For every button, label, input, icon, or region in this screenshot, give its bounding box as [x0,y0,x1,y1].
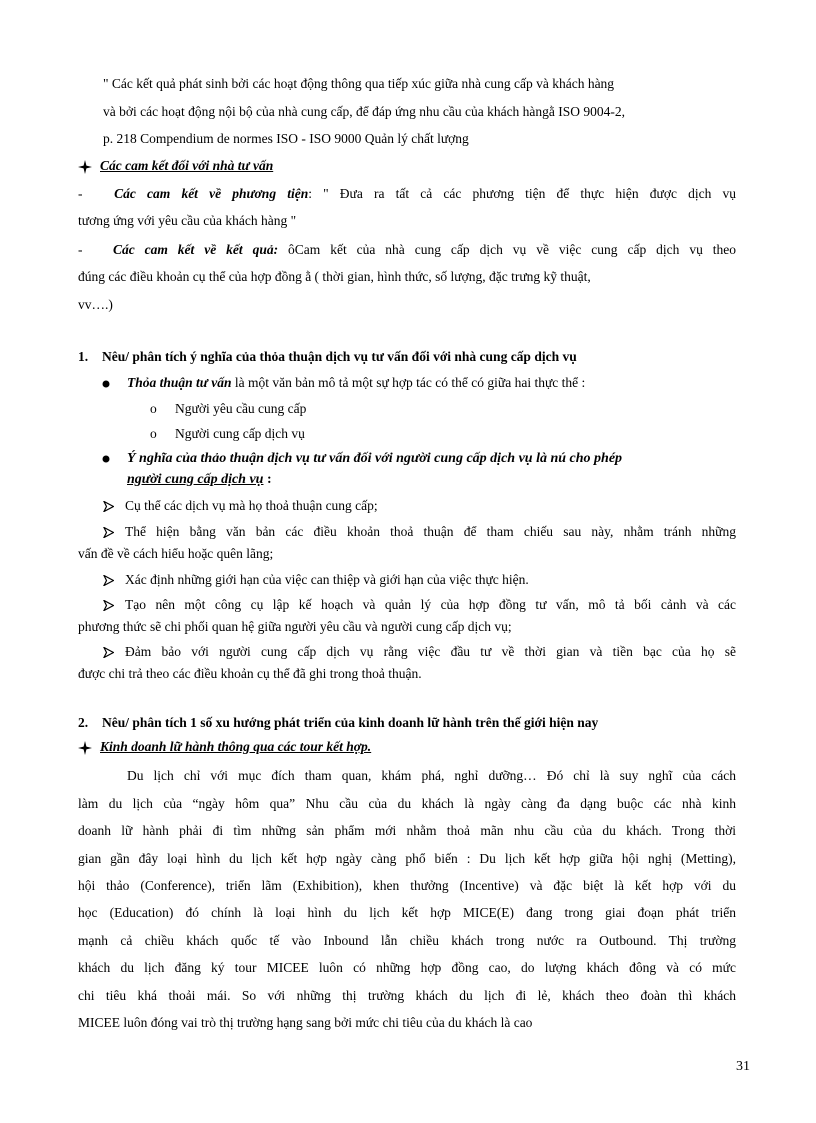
consulting-agreement-text: là một văn bản mô tả một sự hợp tác có thể có giữa hai thực thể : [231,375,586,390]
paragraph-line: mạnh cả chiều khách quốc tế vào Inbound lẫn chiều khách trong nước ra Outbound. Thị trường [78,933,736,948]
paragraph-line: làm du lịch của “ngày hôm qua” Nhu cầu của du khách là ngày càng đa dạng buộc các nhà kinh [78,796,736,811]
section-1-number: 1. [78,349,89,364]
filled-circle-bullet-icon [102,375,127,391]
section-2-heading-row [78,715,598,731]
sub-bullet-2-text: Người cung cấp dịch vụ [175,426,305,441]
section-2-number: 2. [78,715,89,730]
arrow-item-5-line-1: Đảm bảo với người cung cấp dịch vụ rằng việc đầu tư về thời gian và tiền bạc của họ sẽ [125,644,736,659]
means-text: : " Đưa ra tất cả các phương tiện để thực hiện được dịch vụ [308,186,736,201]
arrow-item-3-text: Xác định những giới hạn của việc can thiệp và giới hạn của việc thực hiện. [125,572,529,587]
filled-circle-bullet-icon [102,451,127,467]
bullet-2-line-1: Ý nghĩa của thảo thuận dịch vụ tư vấn đối với người cung cấp dịch vụ là nú cho phép [127,451,623,466]
commitments-heading: Các cam kết đối với nhà tư vấn [100,158,274,173]
paragraph-line: hội thảo (Conference), triển lãm (Exhibition), khen thưởng (Incentive) và đặc biệt là kết hợp với du [78,878,736,893]
arrow-item-5 [103,644,736,660]
bullet-2-cont [127,472,272,488]
four-diamond-bullet-icon [78,158,100,174]
means-label: Các cam kết về phương tiện [114,186,309,201]
arrow-item-1-text: Cụ thể các dịch vụ mà họ thoả thuận cung cấp; [125,498,378,513]
arrow-item-4-line-1: Tạo nên một công cụ lập kế hoạch và quản lý của hợp đồng tư vấn, mô tả bối cảnh và các [125,597,736,612]
paragraph-line: chi tiêu khá thoải mái. So với những thị trường khách du lịch đi lẻ, khách theo đoàn thì khách [78,988,736,1003]
result-continuation-2: vv….) [78,297,113,312]
sub-bullet-1 [150,401,306,417]
result-commitment: - Các cam kết về kết quả: ôCam kết của nhà cung cấp dịch vụ về việc cung cấp dịch vụ theo [78,242,737,257]
hollow-circle-bullet-icon: o [150,426,157,441]
bullet-2 [102,451,622,467]
paragraph-line: Du lịch chỉ với mục đích tham quan, khám phá, nghỉ dưỡng… Đó chỉ là suy nghĩ của cách [127,768,736,783]
section-1-heading: Nêu/ phân tích ý nghĩa của thỏa thuận dịch vụ tư vấn đối với nhà cung cấp dịch vụ [102,349,577,364]
commitments-heading-row [78,158,273,174]
four-diamond-bullet-icon [78,739,100,755]
section-1-heading-row [78,349,577,365]
paragraph-line: học (Education) đó chính là loại hình du lịch kết hợp MICE(E) đang trong giai đoạn phát triển [78,905,736,920]
page-number: 31 [736,1059,750,1074]
arrowhead-bullet-icon [103,524,125,540]
sub-bullet-1-text: Người yêu cầu cung cấp [175,401,307,416]
arrow-item-2 [103,524,736,540]
bullet-2-colon: : [263,472,272,487]
intro-line-1: " Các kết quả phát sinh bởi các hoạt động thông qua tiếp xúc giữa nhà cung cấp và khách hàng [103,76,615,91]
intro-line-3: p. 218 Compendium de normes ISO - ISO 9000 Quản lý chất lượng [103,131,469,146]
result-text: ôCam kết của nhà cung cấp dịch vụ về việc cung cấp dịch vụ theo [278,242,737,257]
paragraph-line: khách du lịch đăng ký tour MICEE luôn có những hợp đồng cao, do lượng khách đông và có mức [78,960,736,975]
arrow-item-2-line-1: Thể hiện bằng văn bản các điều khoản thoả thuận để tham chiếu sau này, nhằm tránh những [125,524,736,539]
paragraph-line: MICEE luôn đóng vai trò thị trường hạng sang bởi mức chi tiêu của du khách là cao [78,1015,533,1030]
means-commitment: - Các cam kết về phương tiện: " Đưa ra tất cả các phương tiện để thực hiện được dịch vụ [78,186,736,201]
arrow-item-4 [103,597,736,613]
means-continuation: tương ứng với yêu cầu của khách hàng " [78,213,297,228]
arrow-item-5-line-2: được chi trả theo các điều khoản cụ thể đã ghi trong thoả thuận. [78,666,422,681]
arrow-item-2-line-2: vấn đề về cách hiểu hoặc quên lãng; [78,546,274,561]
section-2-subheading: Kinh doanh lữ hành thông qua các tour kết hợp. [100,739,372,754]
arrowhead-bullet-icon [103,572,125,588]
section-2-heading: Nêu/ phân tích 1 số xu hướng phát triển của kinh doanh lữ hành trên thế giới hiện nay [102,715,599,730]
paragraph-line: doanh lữ hành phải đi tìm những sản phẩm mới nhằm thoả mãn nhu cầu của du khách. Trong thời [78,823,736,838]
section-2-subheading-row [78,739,371,755]
bullet-1 [102,375,585,391]
hollow-circle-bullet-icon: o [150,401,157,416]
result-continuation-1: đúng các điều khoản cụ thể của hợp đồng ằ ( thời gian, hình thức, số lượng, đặc trưng kỹ thuật, [78,269,591,284]
paragraph-line: gian gần đây loại hình du lịch kết hợp ngày càng phổ biến : Du lịch kết hợp giữa hội nghị (Metting), [78,851,736,866]
intro-line-2: và bởi các hoạt động nội bộ của nhà cung cấp, để đáp ứng nhu cầu của khách hàngằ ISO 9004-2, [103,104,626,119]
result-label: Các cam kết về kết quả: [112,242,279,257]
consulting-agreement-label: Thỏa thuận tư vấn [127,375,232,390]
arrowhead-bullet-icon [103,498,125,514]
bullet-2-line-2: người cung cấp dịch vụ [127,472,264,487]
arrow-item-4-line-2: phương thức sẽ chi phối quan hệ giữa người yêu cầu và người cung cấp dịch vụ; [78,619,512,634]
arrowhead-bullet-icon [103,597,125,613]
sub-bullet-2 [150,426,305,442]
arrow-item-3 [103,572,529,588]
arrowhead-bullet-icon [103,644,125,660]
arrow-item-1 [103,498,378,514]
